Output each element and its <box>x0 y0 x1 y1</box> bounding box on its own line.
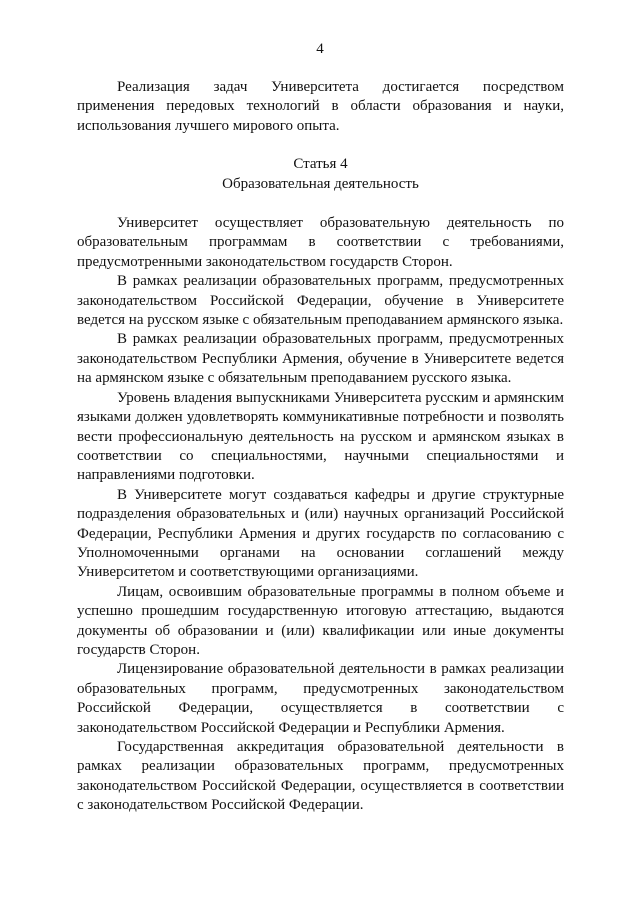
article-heading <box>77 155 564 194</box>
document-body <box>77 78 564 816</box>
article-paragraph-6: Лицам, освоившим образовательные программы в полном объеме и успешно прошедшим государственную итоговую аттестацию, выдаются документы об образовании и (или) квалификации или иные документы государств Сторон. <box>77 583 564 658</box>
article-title: Образовательная деятельность <box>222 175 419 192</box>
article-paragraph-7: Лицензирование образовательной деятельности в рамках реализации образовательных программ, предусмотренных законодательством Российской Федерации, осуществляется в соответствии с законодательством Российской Федерации и Республики Армения. <box>77 661 564 736</box>
article-paragraph-5: В Университете могут создаваться кафедры и другие структурные подразделения образовательных и (или) научных организаций Российской Федерации, Республики Армения и других государств по согласованию с Уполномоченными органами на основании соглашений между Университетом и соответствующими организациями. <box>77 486 564 581</box>
article-paragraph-1: Университет осуществляет образовательную деятельность по образовательным программам в соответствии с требованиями, предусмотренными законодательством государств Сторон. <box>77 215 564 270</box>
article-paragraph-4: Уровень владения выпускниками Университета русским и армянским языками должен удовлетворять коммуникативные потребности и позволять вести профессиональную деятельность на русском и армянском языках в соответствии со специальностями, научными специальностями и направлениями подготовки. <box>77 389 564 484</box>
intro-paragraph: Реализация задач Университета достигается посредством применения передовых технологий в области образования и науки, использования лучшего мирового опыта. <box>77 79 564 134</box>
article-paragraph-8: Государственная аккредитация образовательной деятельности в рамках реализации образовательных программ, предусмотренных законодательством Российской Федерации, осуществляется в соответствии с законодательством Российской Федерации. <box>77 739 564 814</box>
article-paragraph-2: В рамках реализации образовательных программ, предусмотренных законодательством Российской Федерации, обучение в Университете ведется на русском языке с обязательным преподаванием армянского языка. <box>77 273 564 329</box>
page-number: 4 <box>316 41 324 57</box>
article-number: Статья 4 <box>293 156 348 173</box>
article-paragraph-3: В рамках реализации образовательных программ, предусмотренных законодательством Республики Армения, обучение в Университете ведется на армянском языке с обязательным преподаванием русского языка. <box>77 331 564 387</box>
